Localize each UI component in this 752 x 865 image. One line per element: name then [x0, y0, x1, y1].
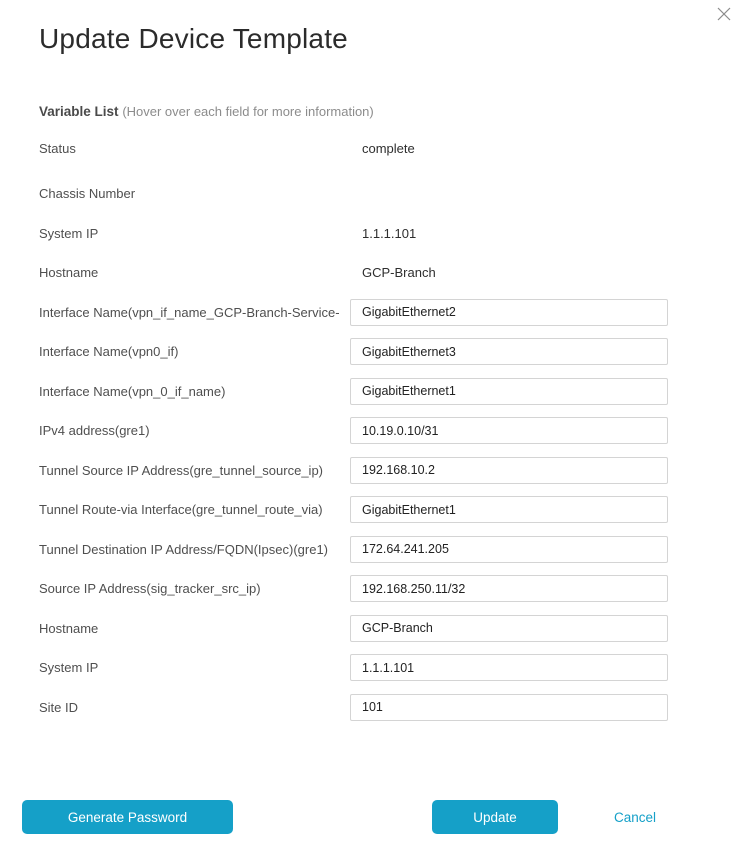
- field-input[interactable]: [350, 654, 668, 681]
- field-input[interactable]: [350, 378, 668, 405]
- variable-row-input: [39, 654, 707, 681]
- variable-row-input: [39, 457, 707, 484]
- variable-row-input: [39, 694, 707, 721]
- page-title: Update Device Template: [39, 23, 348, 54]
- field-input[interactable]: [350, 338, 668, 365]
- variable-list-heading: [39, 104, 752, 119]
- field-label: Status: [39, 141, 76, 156]
- field-input[interactable]: [350, 457, 668, 484]
- field-input[interactable]: [350, 615, 668, 642]
- generate-password-button[interactable]: Generate Password: [22, 800, 233, 834]
- variable-row-static: [39, 220, 707, 247]
- field-label: System IP: [39, 660, 99, 675]
- variable-row-static: [39, 259, 707, 286]
- field-input[interactable]: [350, 417, 668, 444]
- field-label: Source IP Address(sig_tracker_src_ip): [39, 581, 261, 596]
- field-input[interactable]: [350, 575, 668, 602]
- variable-row-input: [39, 575, 707, 602]
- field-label: Tunnel Route-via Interface(gre_tunnel_route_via): [39, 502, 323, 517]
- field-label: Hostname: [39, 265, 99, 280]
- field-label: Tunnel Destination IP Address/FQDN(Ipsec)(gre1): [39, 541, 329, 557]
- field-value: 1.1.1.101: [362, 225, 417, 241]
- variable-row-static: [39, 180, 707, 207]
- field-label: Site ID: [39, 699, 79, 715]
- field-input[interactable]: [350, 694, 668, 721]
- field-input[interactable]: [350, 536, 668, 563]
- variable-list-label: Variable List: [39, 104, 119, 119]
- field-label: Interface Name(vpn0_if): [39, 344, 179, 359]
- field-label: Interface Name(vpn_0_if_name): [39, 383, 226, 399]
- variable-row-input: [39, 338, 707, 365]
- variable-row-input: [39, 378, 707, 405]
- field-input[interactable]: [350, 496, 668, 523]
- update-button[interactable]: Update: [432, 800, 558, 834]
- field-value: complete: [362, 141, 415, 156]
- dialog-footer: [0, 800, 752, 834]
- field-label: System IP: [39, 225, 99, 241]
- field-label: Hostname: [39, 620, 99, 636]
- field-label: Chassis Number: [39, 186, 136, 201]
- variable-row-input: [39, 417, 707, 444]
- field-value: GCP-Branch: [362, 265, 436, 280]
- variable-row-input: [39, 536, 707, 563]
- variable-list-note: (Hover over each field for more information): [122, 104, 374, 119]
- cancel-button[interactable]: Cancel: [614, 800, 656, 834]
- variable-row-input: [39, 496, 707, 523]
- close-icon[interactable]: [715, 5, 733, 23]
- field-label: Tunnel Source IP Address(gre_tunnel_source_ip): [39, 462, 324, 478]
- field-label: Interface Name(vpn_if_name_GCP-Branch-Service-: [39, 304, 340, 320]
- field-label: IPv4 address(gre1): [39, 423, 150, 438]
- variable-row-input: [39, 299, 707, 326]
- field-input[interactable]: [350, 299, 668, 326]
- variable-row-input: [39, 615, 707, 642]
- variable-row-static: [39, 135, 707, 162]
- variable-rows: [39, 135, 707, 721]
